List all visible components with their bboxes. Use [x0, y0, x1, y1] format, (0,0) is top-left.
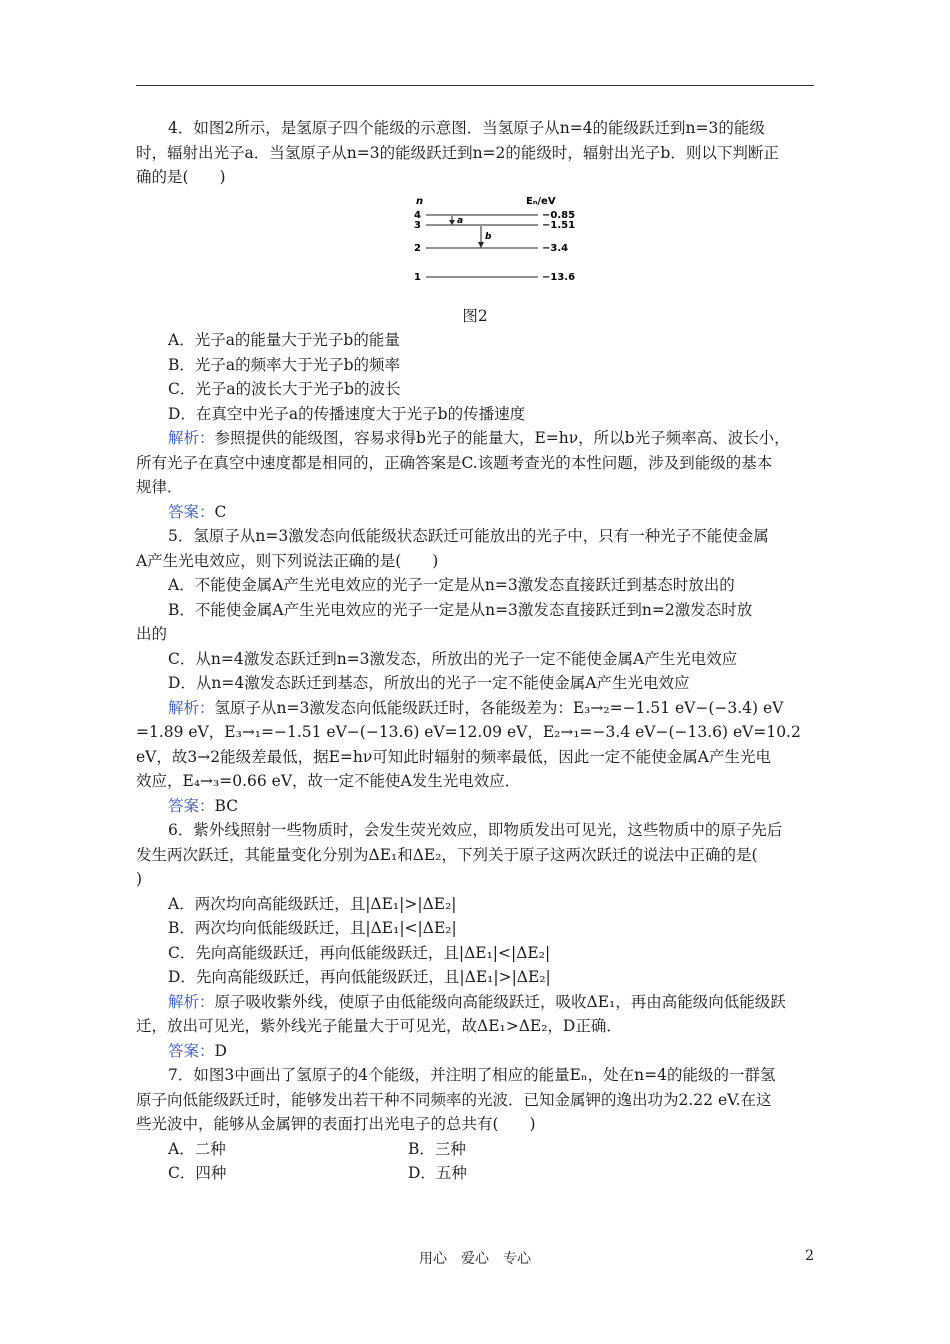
- q4-analysis-line-3: 规律．: [136, 478, 183, 496]
- level-1-n: 1: [414, 271, 421, 283]
- energy-level-svg: [406, 194, 576, 298]
- level-2-energy: −3.4: [542, 242, 569, 254]
- q6-analysis-label: 解析：: [168, 992, 215, 1011]
- level-3-energy: −1.51: [542, 219, 576, 231]
- q5-answer-line: [136, 794, 814, 819]
- energy-axis-label: Eₙ/eV: [526, 195, 556, 207]
- q6-answer-value: D: [214, 1041, 227, 1060]
- q5-option-b: B．不能使金属A产生光电效应的光子一定是从n=3激发态直接跃迁到n=2激发态时放: [168, 600, 753, 619]
- q4-answer-line: [136, 500, 814, 525]
- q4-answer-label: 答案：: [168, 502, 215, 521]
- level-1-energy: −13.6: [542, 271, 576, 283]
- level-2-n: 2: [414, 242, 421, 254]
- q4-analysis-label: 解析：: [168, 429, 215, 447]
- arrow-a-label: a: [457, 215, 464, 226]
- energy-level-diagram: [136, 194, 814, 304]
- q6-stem-line-2: 发生两次跃迁，其能量变化分别为ΔE₁和ΔE₂，下列关于原子这两次跃迁的说法中正确的是(: [136, 845, 758, 864]
- q4-option-a: A．光子a的能量大于光子b的能量: [168, 331, 400, 349]
- q5-analysis-line-4: 效应，E₄→₃=0.66 eV，故一定不能使A发生光电效应．: [136, 772, 521, 790]
- q5-analysis-text-1: 氢原子从n=3激发态向低能级跃迁时，各能级差为：E₃→₂=−1.51 eV−(−3.4) eV: [214, 698, 784, 717]
- level-4-n: 4: [414, 209, 421, 221]
- page-number: 2: [805, 1248, 814, 1264]
- page-content: [136, 116, 814, 1186]
- q4-analysis-line-1: [136, 426, 814, 451]
- q6-option-d: D．先向高能级跃迁，再向低能级跃迁，且|ΔE₁|>|ΔE₂|: [168, 968, 551, 986]
- q6-option-c: C．先向高能级跃迁，再向低能级跃迁，且|ΔE₁|<|ΔE₂|: [168, 943, 551, 962]
- q5-option-d: D．从n=4激发态跃迁到基态，所放出的光子一定不能使金属A产生光电效应: [168, 674, 690, 692]
- q5-answer-label: 答案：: [168, 796, 215, 815]
- q5-analysis-line-3: eV，故3→2能级差最低，据E=hν可知此时辐射的频率最低，因此一定不能使金属A产生光电: [136, 747, 771, 766]
- q7-options-row-2: [136, 1161, 814, 1186]
- q5-option-c: C．从n=4激发态跃迁到n=3激发态，所放出的光子一定不能使金属A产生光电效应: [168, 649, 738, 668]
- q7-stem-line-2: 原子向低能级跃迁时，能够发出若干种不同频率的光波．已知金属钾的逸出功为2.22 eV.在这: [136, 1090, 772, 1109]
- footer-text: 用心 爱心 专心: [419, 1251, 531, 1267]
- q5-analysis-line-1: [136, 696, 814, 721]
- q6-answer-label: 答案：: [168, 1041, 215, 1060]
- q7-option-b: B．三种: [408, 1139, 466, 1158]
- q5-stem-line-2: A产生光电效应，则下列说法正确的是( ): [136, 551, 439, 570]
- q5-option-b-cont: 出的: [136, 625, 168, 643]
- q5-analysis-label: 解析：: [168, 698, 215, 717]
- q7-option-d: D．五种: [408, 1164, 467, 1182]
- q6-analysis-line-1: [136, 990, 814, 1015]
- q7-option-c: C．四种: [168, 1164, 227, 1182]
- q4-answer-value: C: [214, 502, 227, 521]
- q4-stem-line-1: 4．如图2所示，是氢原子四个能级的示意图．当氢原子从n=4的能级跃迁到n=3的能级: [168, 119, 765, 137]
- arrow-a-head: [449, 220, 455, 225]
- q6-stem-line-3: ): [136, 870, 143, 888]
- q7-stem-line-1: 7．如图3中画出了氢原子的4个能级，并注明了相应的能量Eₙ，处在n=4的能级的一群氢: [168, 1066, 776, 1084]
- q4-option-c: C．光子a的波长大于光子b的波长: [168, 380, 401, 398]
- level-3-n: 3: [414, 219, 421, 231]
- q5-option-a: A．不能使金属A产生光电效应的光子一定是从n=3激发态直接跃迁到基态时放出的: [168, 576, 735, 594]
- q4-stem-line-2: 时，辐射出光子a．当氢原子从n=3的能级跃迁到n=2的能级时，辐射出光子b．则以下判断正: [136, 143, 779, 162]
- q4-analysis-line-2: 所有光子在真空中速度都是相同的，正确答案是C.该题考查光的本性问题，涉及到能级的基本: [136, 453, 773, 472]
- q5-analysis-line-2: =1.89 eV，E₃→₁=−1.51 eV−(−13.6) eV=12.09 eV，E₂→₁=−3.4 eV−(−13.6) eV=10.2: [136, 723, 801, 741]
- q6-analysis-line-2: 迁，放出可见光，紫外线光子能量大于可见光，故ΔE₁>ΔE₂，D正确．: [136, 1017, 622, 1035]
- q7-option-a: A．二种: [168, 1139, 226, 1158]
- q6-option-b: B．两次均向低能级跃迁，且|ΔE₁|<|ΔE₂|: [168, 919, 457, 937]
- figure-2-caption: 图2: [462, 306, 488, 325]
- q7-stem-line-3: 些光波中，能够从金属钾的表面打出光电子的总共有( ): [136, 1115, 536, 1133]
- q6-answer-line: [136, 1039, 814, 1064]
- q6-analysis-text-1: 原子吸收紫外线，使原子由低能级向高能级跃迁，吸收ΔE₁，再由高能级向低能级跃: [214, 992, 786, 1011]
- level-4-energy: −0.85: [542, 209, 576, 221]
- q5-answer-value: BC: [214, 796, 239, 815]
- q6-stem-line-1: 6．紫外线照射一些物质时，会发生荧光效应，即物质发出可见光，这些物质中的原子先后: [168, 821, 783, 839]
- q7-options-row-1: [136, 1137, 814, 1162]
- q4-analysis-text-1: 参照提供的能级图，容易求得b光子的能量大，E=hν，所以b光子频率高、波长小，: [214, 429, 790, 447]
- arrow-b-label: b: [485, 231, 492, 242]
- header-rule: [136, 85, 814, 86]
- arrow-b-head: [478, 242, 484, 248]
- q5-stem-line-1: 5．氢原子从n=3激发态向低能级状态跃迁可能放出的光子中，只有一种光子不能使金属: [168, 527, 769, 545]
- q6-option-a: A．两次均向高能级跃迁，且|ΔE₁|>|ΔE₂|: [168, 894, 457, 913]
- q4-stem-line-3: 确的是( ): [136, 168, 226, 186]
- q4-option-d: D．在真空中光子a的传播速度大于光子b的传播速度: [168, 404, 526, 423]
- q4-option-b: B．光子a的频率大于光子b的频率: [168, 355, 401, 374]
- n-axis-label: n: [416, 195, 424, 207]
